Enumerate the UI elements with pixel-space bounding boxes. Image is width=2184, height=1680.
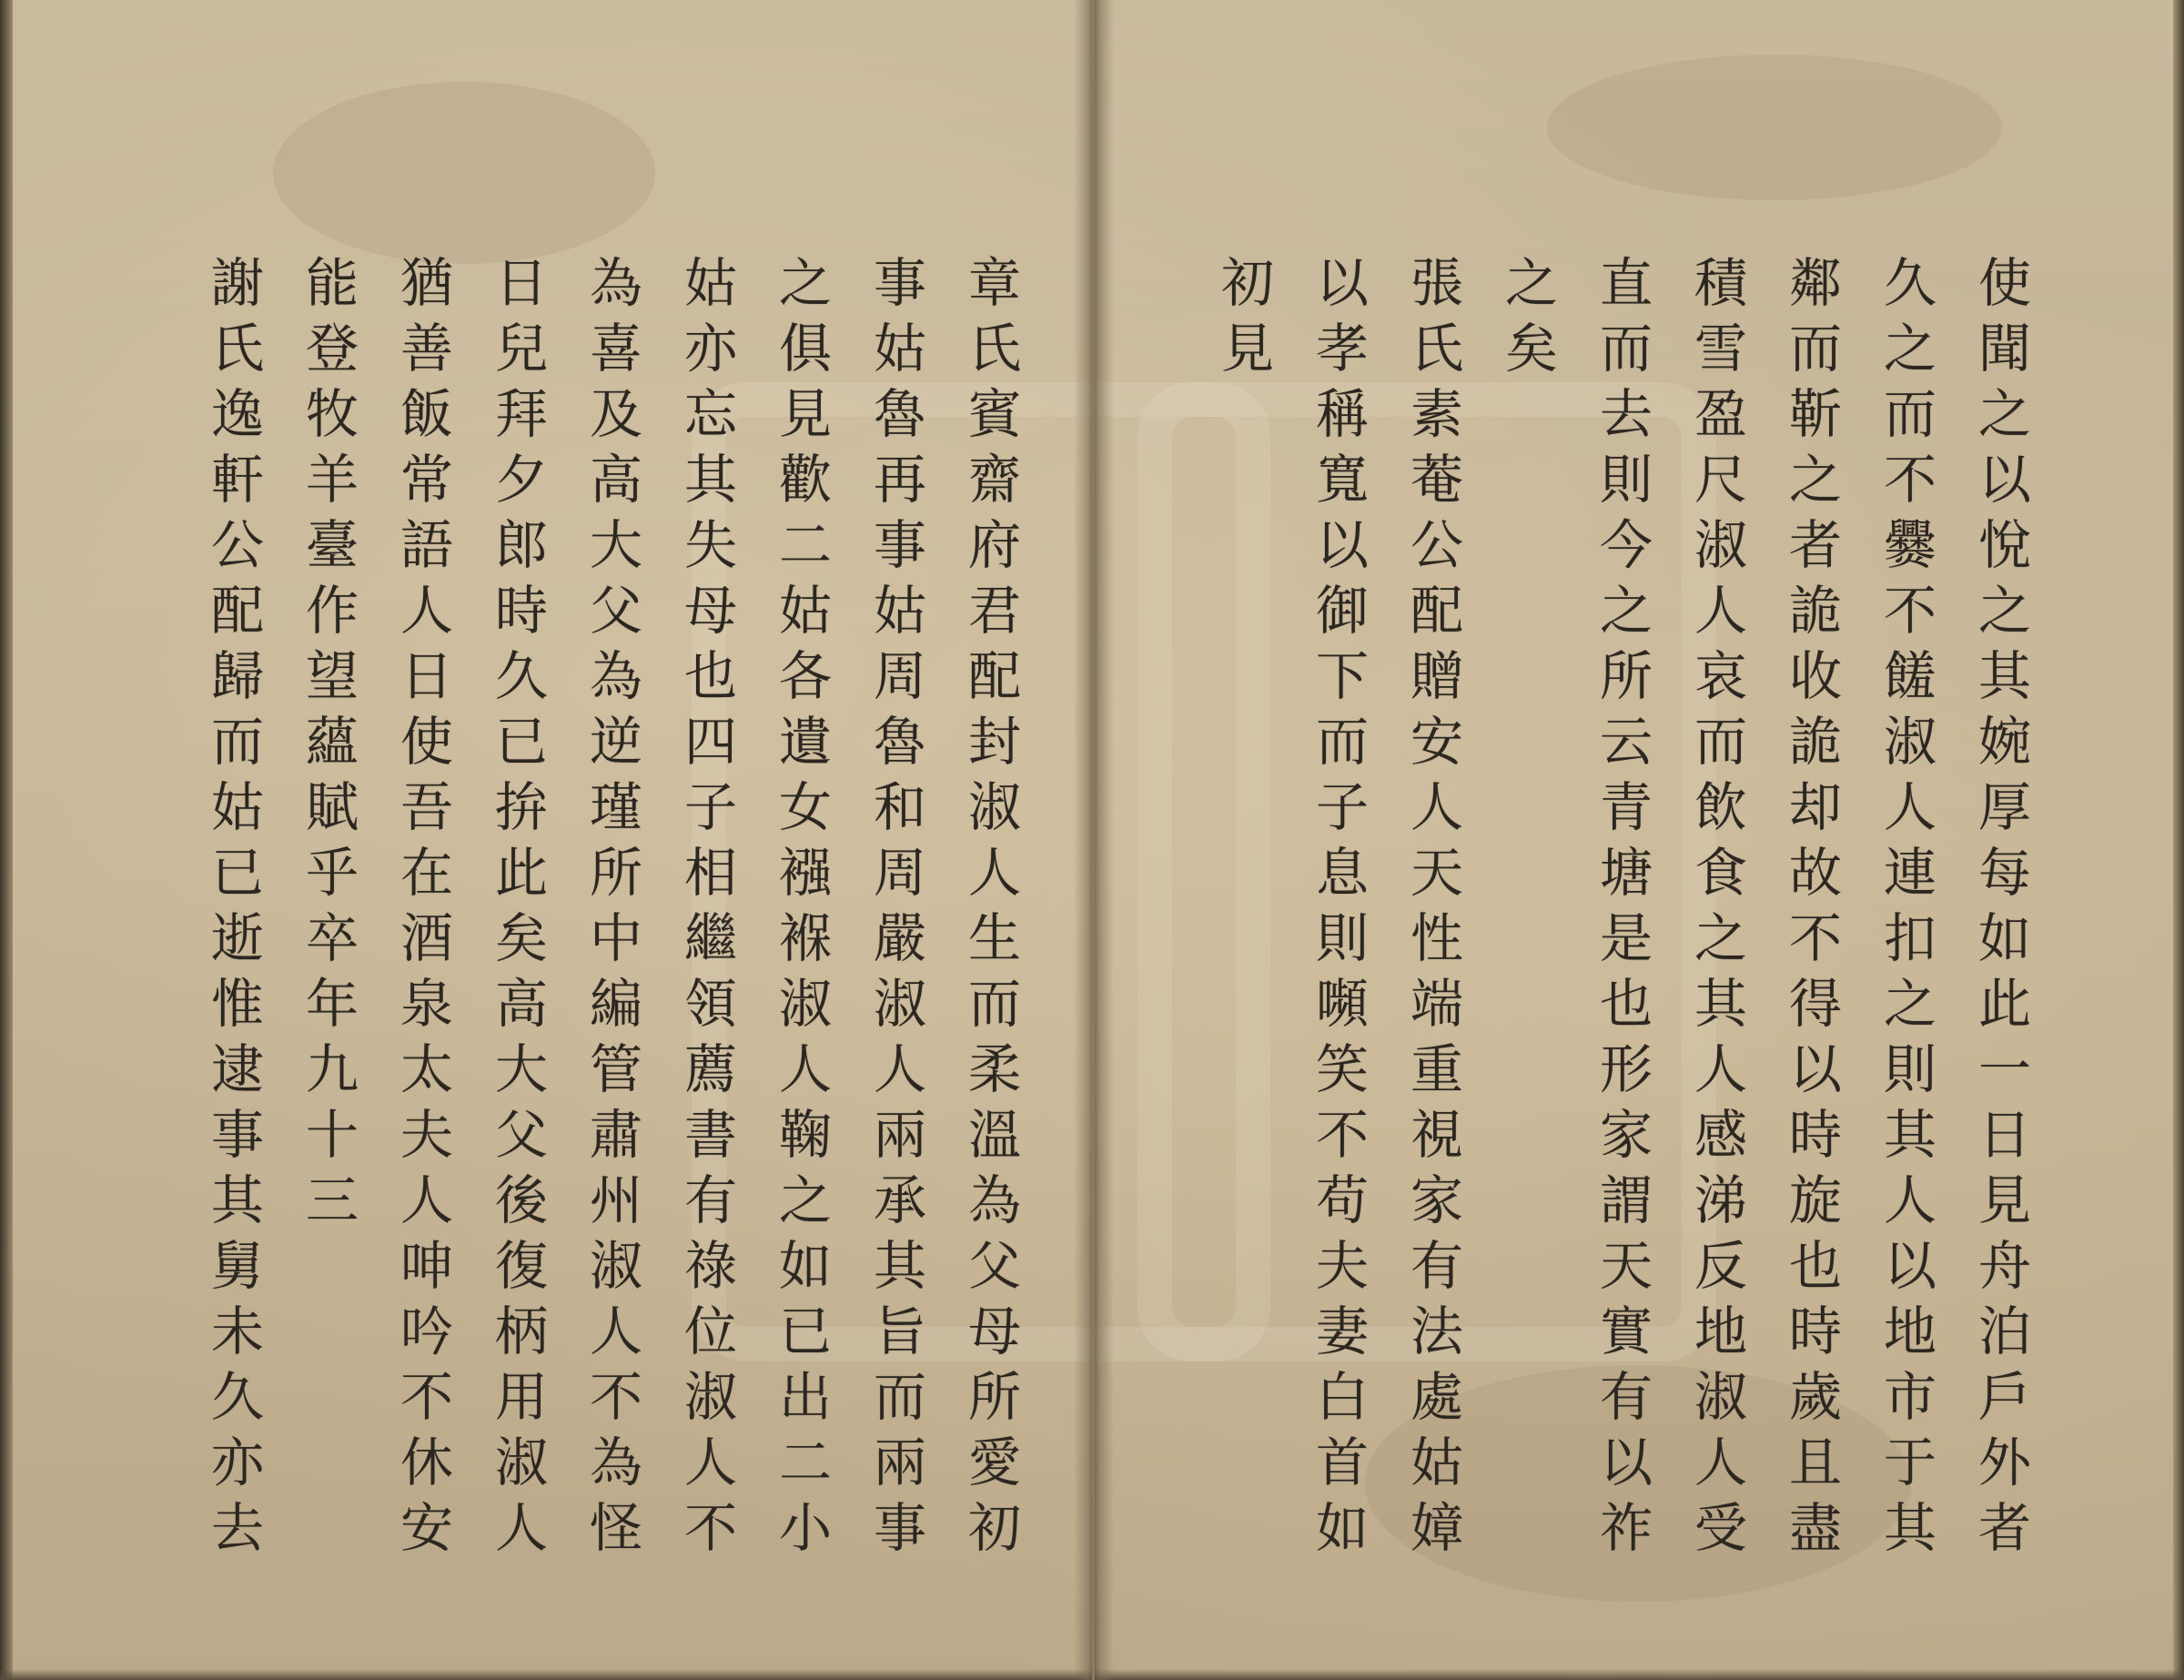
text-column: 張氏素菴公配贈安人天性端重視家有法處姑嫜 [1401,255,1463,1565]
text-column: 日兒拜夕郎時久已拚此矣高大父後復柄用淑人 [486,255,548,1565]
text-column: 積雪盈尺淑人哀而飲食之其人感涕反地淑人受 [1685,255,1747,1565]
paper-stain [1547,55,2002,200]
text-column: 章氏賓齋府君配封淑人生而柔溫為父母所愛初 [959,255,1021,1565]
text-column: 以孝稱寬以御下而子息則嚬笑不苟夫妻白首如 [1307,255,1369,1565]
paper-stain [273,82,655,264]
gutter-line [1092,0,1095,1680]
text-column: 能登牧羊臺作望蘊賦乎卒年九十三 [297,255,359,1238]
text-column: 初見 [1212,255,1274,386]
text-column: 使聞之以悅之其婉厚每如此一日見舟泊戶外者 [1969,255,2031,1565]
text-column: 直而去則今之所云青塘是也形家謂天實有以祚 [1591,255,1653,1565]
left-page [146,255,1037,1584]
text-column: 為喜及高大父為逆瑾所中編管肅州淑人不為怪 [581,255,642,1565]
left-page-text-columns [146,255,1037,1584]
page-edge-left [0,0,13,1680]
text-column: 事姑魯再事姑周魯和周嚴淑人兩承其旨而兩事 [864,255,926,1565]
text-column: 久之而不爨不饈淑人連扣之則其人以地市于其 [1875,255,1936,1565]
text-column: 鄰而靳之者詭收詭却故不得以時旋也時歲且盡 [1780,255,1842,1565]
text-column: 之矣 [1496,255,1558,386]
text-column: 之俱見歡二姑各遺女襁褓淑人鞠之如已出二小 [770,255,832,1565]
page-edge-right [2173,0,2184,1680]
text-column: 姑亦忘其失母也四子相繼領薦書有祿位淑人不 [675,255,737,1565]
right-page [1138,255,2048,1584]
text-column: 猶善飯常語人日使吾在酒泉太夫人呻吟不休安 [391,255,453,1565]
text-column: 謝氏逸軒公配歸而姑已逝惟逮事其舅未久亦去 [202,255,264,1565]
right-page-text-columns [1138,255,2048,1584]
